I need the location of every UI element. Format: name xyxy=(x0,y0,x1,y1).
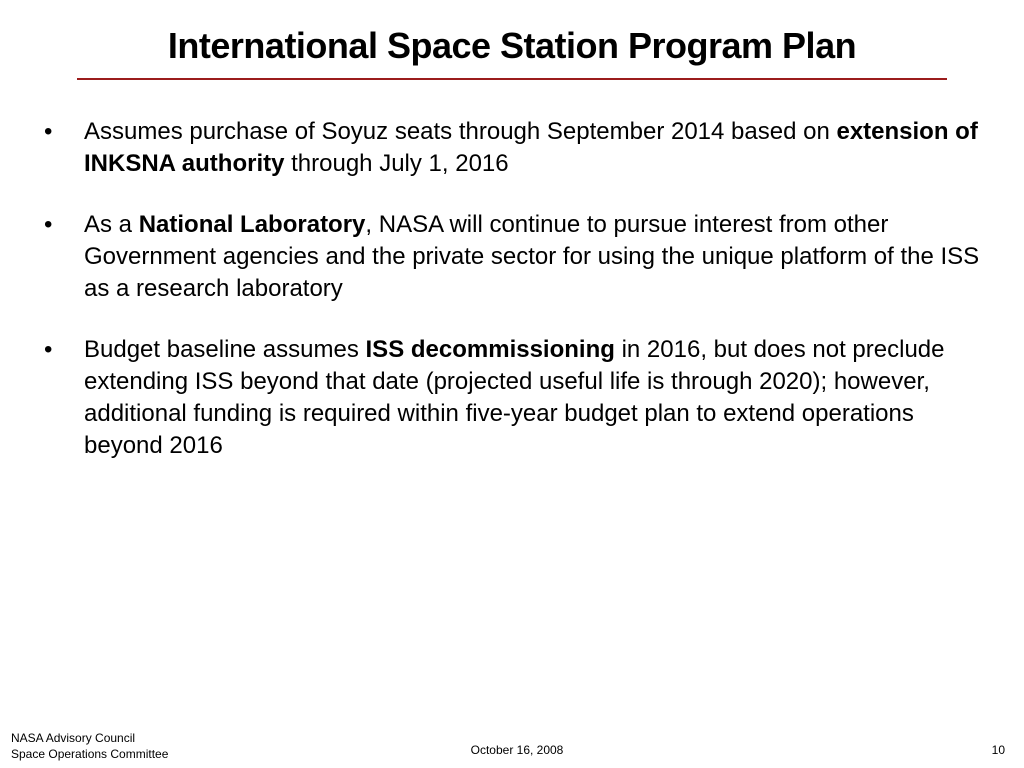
bullet-text: Budget baseline assumes xyxy=(84,336,366,363)
bullet-item xyxy=(44,209,994,305)
bullet-emphasis: ISS decommissioning xyxy=(365,336,615,363)
bullet-text: , NASA will continue to pursue interest from other Government agencies and the private sector for using the unique platform of the ISS as a research laboratory xyxy=(84,211,980,302)
footer-date: October 16, 2008 xyxy=(470,743,564,757)
bullet-marker: • xyxy=(44,211,53,238)
slide-title: International Space Station Program Plan xyxy=(167,25,857,66)
bullet-emphasis: National Laboratory xyxy=(138,211,366,238)
bullet-item xyxy=(44,116,994,180)
title-underline xyxy=(77,78,947,80)
bullet-marker: • xyxy=(44,118,53,145)
footer-org-line-2: Space Operations Committee xyxy=(11,747,169,761)
page-number: 10 xyxy=(991,743,1005,757)
footer-org-line-1: NASA Advisory Council xyxy=(11,731,136,745)
bullet-text: in 2016, but does not preclude extending ISS beyond that date (projected useful life is through 2020); however, additional funding is required within five-year budget plan to extend operations beyond 2016 xyxy=(84,336,945,459)
bullet-text: through July 1, 2016 xyxy=(284,150,509,177)
bullet-marker: • xyxy=(44,336,53,363)
bullet-text: As a xyxy=(84,211,139,238)
bullet-list xyxy=(44,116,994,491)
bullet-emphasis: extension of INKSNA authority xyxy=(84,118,978,177)
bullet-item xyxy=(44,334,994,462)
bullet-text: Assumes purchase of Soyuz seats through September 2014 based on xyxy=(84,118,837,145)
